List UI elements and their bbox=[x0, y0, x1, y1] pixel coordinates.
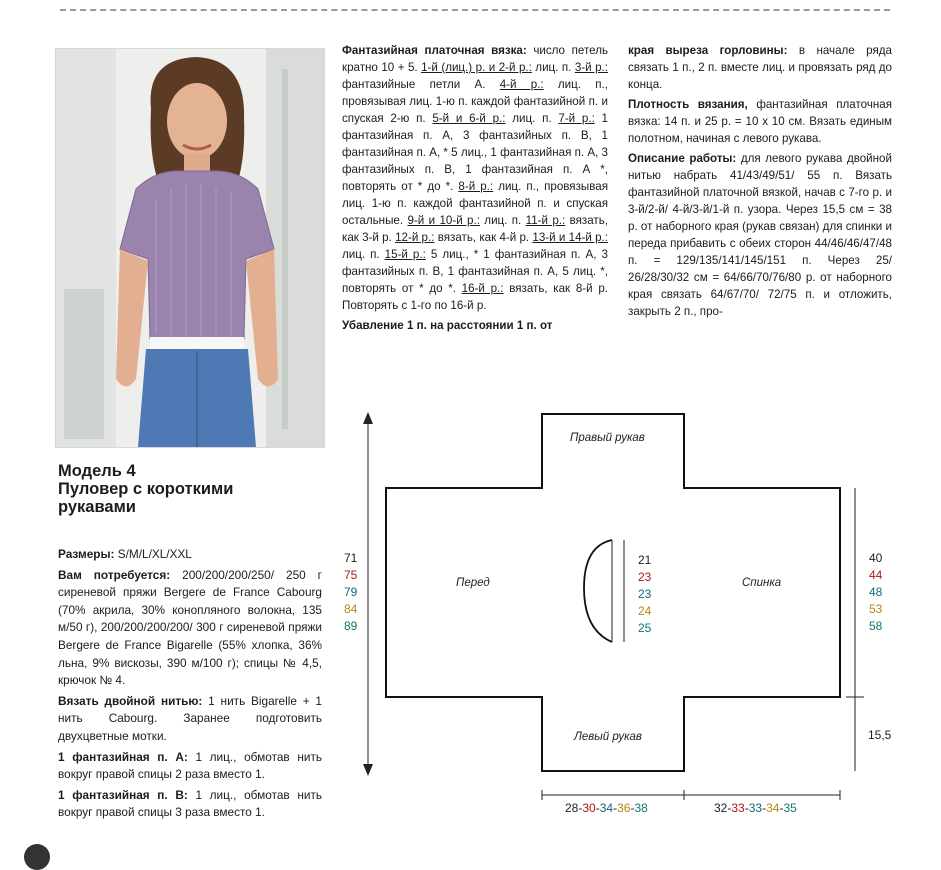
instructions-column bbox=[628, 42, 892, 323]
model-photo bbox=[55, 48, 325, 448]
model-name-line2: рукавами bbox=[58, 498, 136, 516]
row-ref: 16-й р.: bbox=[461, 282, 504, 295]
height-sizes bbox=[344, 550, 357, 635]
width-sizes bbox=[869, 550, 882, 635]
size-value: 25 bbox=[638, 621, 652, 635]
pattern-text: лиц. п., провязывая лиц. 1-ю п. каждой фантазийной п. и спуская 2-ю п. bbox=[342, 78, 608, 125]
sizes-paragraph bbox=[58, 546, 322, 564]
size-value: 23 bbox=[638, 570, 652, 584]
woman-in-lilac-sweater-image bbox=[56, 49, 324, 447]
double-yarn-label: Вязать двойной нитью: bbox=[58, 693, 203, 708]
pattern-text: лиц. п. bbox=[505, 112, 559, 125]
size-value: 34 bbox=[599, 801, 614, 815]
row-ref: 15-й р.: bbox=[384, 248, 426, 261]
size-value: 36 bbox=[617, 801, 631, 815]
size-value: 75 bbox=[344, 568, 358, 582]
pattern-text: вязать, как 8-й р. Повторять с 1-го по 16-й р. bbox=[342, 282, 608, 312]
pattern-text: число петель кратно 10 + 5. bbox=[342, 44, 608, 74]
double-yarn-paragraph bbox=[58, 693, 322, 746]
size-value: 33 bbox=[731, 801, 745, 815]
row-ref: 3-й р.: bbox=[574, 61, 609, 74]
sizes-label: Размеры: bbox=[58, 547, 115, 561]
materials-paragraph bbox=[58, 567, 322, 690]
neckline-text: в начале ряда связать 1 п., 2 п. вместе лиц. и провязать ряд до конца. bbox=[628, 44, 892, 91]
sleeve-width-sizes: 28-30-34-36-38 bbox=[565, 801, 648, 815]
row-ref: 7-й р.: bbox=[558, 112, 595, 125]
arrow-down-icon bbox=[363, 764, 373, 776]
row-ref: 13-й и 14-й р.: bbox=[532, 231, 608, 244]
neckline-label: края выреза горловины: bbox=[628, 44, 788, 57]
row-ref: 11-й р.: bbox=[525, 214, 566, 227]
density-paragraph bbox=[628, 96, 892, 147]
pattern-text: лиц. п. bbox=[531, 61, 575, 74]
density-label: Плотность вязания, bbox=[628, 98, 748, 111]
back-label: Спинка bbox=[742, 577, 782, 589]
row-ref: 9-й и 10-й р.: bbox=[407, 214, 480, 227]
size-value: 23 bbox=[638, 587, 652, 601]
sleeve-height-value: 15,5 bbox=[868, 728, 892, 742]
pattern-text: лиц. п. bbox=[479, 214, 526, 227]
sizes-value: S/M/L/XL/XXL bbox=[114, 547, 192, 561]
model-title bbox=[58, 462, 318, 516]
neckline-curve bbox=[584, 540, 612, 642]
size-value: 28 bbox=[565, 801, 579, 815]
pattern-text: 1 фантазийная п. А, 3 фантазийных п. В, 1 фантазийная п. А, * 5 лиц., 1 фантазийная п. А, 3 фантазийных п. В, 1 фантазийная п. А *, повторять от * до *. bbox=[342, 112, 608, 193]
work-label: Описание работы: bbox=[628, 152, 737, 165]
pattern-text: вязать, как 4-й р. bbox=[434, 231, 533, 244]
row-ref: 12-й р.: bbox=[395, 231, 435, 244]
top-dashed-rule bbox=[60, 9, 890, 11]
pattern-label: Фантазийная платочная вязка: bbox=[342, 44, 527, 57]
pattern-text: вязать, как 3-й р. bbox=[342, 214, 608, 244]
materials-value: 200/200/200/250/ 250 г сиреневой пряжи Bergere de France Cabourg (70% акрила, 30% конопляного волокна, 135 м/50 г), 200/200/200/200/ 300 г сиреневой пряжи Bergere de France Bigarelle (55% хлопка, 36% льна, 9% вискозы, 390 м/100 г); спицы № 4,5, крючок № 4. bbox=[58, 567, 322, 688]
left-sleeve-label: Левый рукав bbox=[574, 731, 642, 743]
double-yarn-value: 1 нить Bigarelle + 1 нить Cabourg. Заранее подготовить двухцветные мотки. bbox=[58, 693, 322, 743]
row-ref: 5-й и 6-й р.: bbox=[432, 112, 506, 125]
stitch-a-value: 1 лиц., обмотав нить вокруг правой спицы 2 раза вместо 1. bbox=[58, 749, 322, 782]
neck-sizes bbox=[638, 552, 651, 637]
pattern-text: лиц. п. bbox=[342, 248, 385, 261]
pattern-text: фантазийные петли А. bbox=[342, 78, 500, 91]
size-value: 84 bbox=[344, 602, 358, 616]
pattern-paragraph bbox=[342, 42, 608, 314]
stitch-b-paragraph bbox=[58, 787, 322, 822]
size-value: 34 bbox=[766, 801, 780, 815]
pattern-column bbox=[342, 42, 608, 337]
size-value: 32 bbox=[714, 801, 728, 815]
size-value: 33 bbox=[748, 801, 763, 815]
size-value: 71 bbox=[344, 551, 358, 565]
garment-outline bbox=[386, 414, 840, 771]
work-text: для левого рукава двойной нитью набрать 41/43/49/51/ 55 п. Вязать фантазийной платочной вязкой, начав с 7-го р. и 3-й/2-й/ 4-й/3-й/1-й п. узора. Через 15,5 см = 38 р. от наборного края (рукав связан) для спинки и переда прибавить с обеих сторон 44/46/46/47/48 п. = 129/135/141/145/151 п. Через 25/ 26/28/30/32 см = 64/66/70/76/80 р. от наборного края связать 64/67/70/ 72/75 п. и отложить, закрыть 2 п., про- bbox=[628, 152, 892, 318]
pattern-text: 5 лиц., * 1 фантазийная п. А, 3 фантазийных п. В, 1 фантазийная п. А, 5 лиц. *, повторять от * до *. bbox=[342, 248, 608, 295]
work-paragraph bbox=[628, 150, 892, 320]
size-value: 21 bbox=[638, 553, 652, 567]
size-value: 35 bbox=[783, 801, 797, 815]
size-value: 30 bbox=[582, 801, 596, 815]
stitch-b-value: 1 лиц., обмотав нить вокруг правой спицы 3 раза вместо 1. bbox=[58, 787, 322, 820]
materials-label: Вам потребуется: bbox=[58, 567, 171, 582]
stitch-a-paragraph bbox=[58, 749, 322, 784]
page-corner-mark bbox=[24, 844, 50, 870]
size-value: 58 bbox=[869, 619, 883, 633]
materials-column bbox=[58, 546, 322, 825]
size-value: 44 bbox=[869, 568, 883, 582]
front-label: Перед bbox=[456, 577, 490, 589]
row-ref: 4-й р.: bbox=[499, 78, 544, 91]
size-value: 89 bbox=[344, 619, 358, 633]
body-half-sizes: 32-33-33-34-35 bbox=[714, 801, 797, 815]
decrease-paragraph bbox=[342, 317, 608, 334]
size-value: 79 bbox=[344, 585, 358, 599]
size-value: 48 bbox=[869, 585, 883, 599]
row-ref: 8-й р.: bbox=[458, 180, 494, 193]
row-ref: 1-й (лиц.) р. и 2-й р.: bbox=[421, 61, 532, 74]
neckline-paragraph bbox=[628, 42, 892, 93]
size-value: 38 bbox=[634, 801, 648, 815]
size-value: 40 bbox=[869, 551, 883, 565]
decrease-label: Убавление 1 п. на расстоянии 1 п. от bbox=[342, 319, 553, 332]
pattern-text: лиц. п., провязывая лиц. 1-ю п. каждой фантазийной п. и спуская остальные. bbox=[342, 180, 608, 227]
model-name-line1: Пуловер с короткими bbox=[58, 480, 234, 498]
stitch-b-label: 1 фантазийная п. В: bbox=[58, 787, 188, 802]
right-sleeve-label: Правый рукав bbox=[570, 432, 645, 444]
size-value: 53 bbox=[869, 602, 883, 616]
stitch-a-label: 1 фантазийная п. А: bbox=[58, 749, 188, 764]
model-number: Модель 4 bbox=[58, 462, 136, 480]
density-text: фантазийная платочная вязка: 14 п. и 25 р. = 10 х 10 см. Вязать единым полотном, начиная с левого рукава. bbox=[628, 98, 892, 145]
size-value: 24 bbox=[638, 604, 652, 618]
arrow-up-icon bbox=[363, 412, 373, 424]
